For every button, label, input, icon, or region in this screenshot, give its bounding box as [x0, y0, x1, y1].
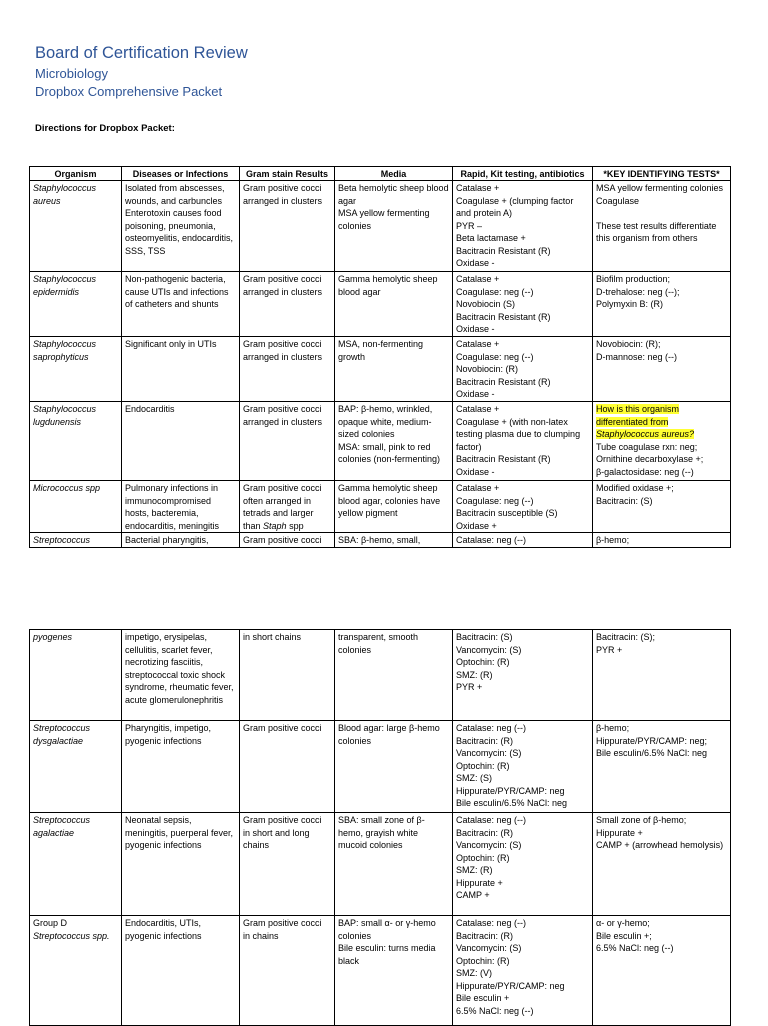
diseases-cell: Endocarditis, UTIs, pyogenic infections: [122, 916, 240, 1026]
key-test-line: Bacitracin: (S): [596, 495, 653, 506]
media-line: MSA yellow fermenting colonies: [338, 208, 430, 231]
table-row: [30, 630, 731, 721]
key-tests-cell: [593, 272, 731, 337]
key-test-line: Ornithine decarboxylase +;: [596, 454, 704, 464]
media-cell: [335, 916, 453, 1026]
highlighted-organism-name: Staphylococcus aureus?: [596, 429, 695, 439]
rapid-test-line: Optochin: (R): [456, 657, 510, 667]
rapid-test-line: Bacitracin: (R): [456, 827, 514, 838]
key-test-line: Novobiocin: (R);: [596, 339, 661, 349]
organism-cell: Streptococcus dysgalactiae: [30, 721, 122, 813]
document-subtitle-subject: Microbiology: [35, 66, 108, 81]
gram-stain-cell: Gram positive cocci arranged in clusters: [240, 272, 335, 337]
key-question: [596, 403, 727, 441]
rapid-test-line: Coagulase + (with non-latex testing plasma due to clumping factor): [456, 416, 581, 452]
rapid-test-line: Novobiocin (S): [456, 299, 516, 309]
rapid-tests-cell: [453, 813, 593, 916]
rapid-tests-cell: [453, 481, 593, 533]
rapid-test-line: Catalase +: [456, 483, 500, 493]
organism-genus: Streptococcus spp.: [33, 930, 110, 941]
table-row: [30, 402, 731, 481]
rapid-test-line: Optochin: (R): [456, 955, 510, 966]
gram-stain-cell: Gram positive cocci arranged in clusters: [240, 181, 335, 272]
rapid-test-line: Bacitracin: (R): [456, 735, 514, 746]
rapid-tests-cell: [453, 916, 593, 1026]
media-line: SBA: small zone of β-hemo, grayish white mucoid colonies: [338, 815, 425, 850]
rapid-tests-cell: [453, 721, 593, 813]
column-header-key-tests: *KEY IDENTIFYING TESTS*: [593, 167, 731, 181]
key-test-line: PYR +: [596, 644, 623, 655]
media-cell: [335, 721, 453, 813]
rapid-test-line: SMZ: (R): [456, 865, 493, 875]
rapid-test-line: Catalase +: [456, 274, 500, 284]
key-tests-cell: [593, 813, 731, 916]
media-line: Gamma hemolytic sheep blood agar: [338, 274, 438, 297]
table-header-row: [30, 167, 731, 181]
rapid-test-line: Catalase: neg (--): [456, 815, 527, 825]
organism-cell: Micrococcus spp: [30, 481, 122, 533]
key-test-line: β-galactosidase: neg (--): [596, 466, 694, 477]
key-tests-cell: β-hemo;: [593, 533, 731, 548]
rapid-test-line: Catalase: neg (--): [456, 918, 527, 928]
rapid-tests-cell: Catalase: neg (--): [453, 533, 593, 548]
rapid-test-line: Vancomycin: (S): [456, 748, 522, 758]
rapid-tests-cell: [453, 181, 593, 272]
key-test-line: Small zone of β-hemo;: [596, 815, 687, 825]
rapid-test-line: Bacitracin Resistant (R): [456, 454, 551, 464]
key-test-line: Bile esculin +;: [596, 930, 652, 941]
organism-table-page-1: [29, 166, 731, 548]
table-row: [30, 916, 731, 1026]
gram-stain-cell: Gram positive cocci arranged in clusters: [240, 337, 335, 402]
key-test-line: Tube coagulase rxn: neg;: [596, 441, 698, 452]
gram-stain-cell: Gram positive cocci: [240, 721, 335, 813]
media-cell: [335, 481, 453, 533]
diseases-cell: Pulmonary infections in immunocompromised hosts, bacteremia, endocarditis, meningitis: [122, 481, 240, 533]
gram-text-italic: Staph: [263, 520, 287, 531]
organism-table-page-2: [29, 629, 731, 1026]
organism-cell: [30, 916, 122, 1026]
key-test-spacer: [596, 207, 727, 220]
media-cell: [335, 181, 453, 272]
key-tests-cell: [593, 630, 731, 721]
media-line: Gamma hemolytic sheep blood agar, colonies have yellow pigment: [338, 483, 441, 518]
media-cell: [335, 813, 453, 916]
table-row: [30, 721, 731, 813]
organism-cell: Streptococcus: [30, 533, 122, 548]
table-row: [30, 337, 731, 402]
table-row: [30, 481, 731, 533]
rapid-test-line: PYR +: [456, 682, 483, 692]
key-tests-cell: [593, 721, 731, 813]
organism-cell: Staphylococcus saprophyticus: [30, 337, 122, 402]
document-subtitle-packet: Dropbox Comprehensive Packet: [35, 84, 223, 99]
rapid-test-line: Vancomycin: (S): [456, 644, 522, 655]
rapid-test-line: 6.5% NaCl: neg (--): [456, 1005, 534, 1016]
key-test-line: Hippurate +: [596, 827, 643, 838]
key-test-line: Modified oxidase +;: [596, 483, 674, 493]
diseases-cell: Significant only in UTIs: [122, 337, 240, 402]
key-test-line: Coagulase: [596, 195, 640, 206]
key-test-line: These test results differentiate this organism from others: [596, 220, 717, 243]
diseases-cell: Bacterial pharyngitis,: [122, 533, 240, 548]
key-test-line: Biofilm production;: [596, 274, 671, 284]
table-row: [30, 272, 731, 337]
rapid-test-line: Oxidase -: [456, 258, 495, 268]
gram-stain-cell: Gram positive cocci in short and long chains: [240, 813, 335, 916]
table-row: [30, 533, 731, 548]
column-header-rapid-tests: Rapid, Kit testing, antibiotics: [453, 167, 593, 181]
media-cell: [335, 337, 453, 402]
rapid-test-line: Oxidase -: [456, 466, 495, 477]
key-test-line: CAMP + (arrowhead hemolysis): [596, 840, 724, 850]
key-test-line: D-trehalose: neg (--);: [596, 286, 680, 297]
rapid-test-line: Vancomycin: (S): [456, 840, 522, 850]
media-line: Blood agar: large β-hemo colonies: [338, 723, 440, 746]
rapid-test-line: Oxidase -: [456, 324, 495, 334]
key-tests-cell: [593, 916, 731, 1026]
rapid-test-line: Catalase +: [456, 339, 500, 349]
rapid-test-line: SMZ: (R): [456, 669, 493, 680]
rapid-test-line: Bacitracin Resistant (R): [456, 311, 551, 322]
media-line: MSA, non-fermenting growth: [338, 339, 424, 362]
diseases-cell: Neonatal sepsis, meningitis, puerperal fever, pyogenic infections: [122, 813, 240, 916]
rapid-test-line: Optochin: (R): [456, 852, 510, 863]
rapid-test-line: Bacitracin: (R): [456, 930, 514, 941]
rapid-test-line: Coagulase: neg (--): [456, 286, 534, 297]
organism-cell: Staphylococcus epidermidis: [30, 272, 122, 337]
media-cell: [335, 630, 453, 721]
key-tests-cell: [593, 481, 731, 533]
organism-cell: Streptococcus agalactiae: [30, 813, 122, 916]
column-header-media: Media: [335, 167, 453, 181]
column-header-organism: Organism: [30, 167, 122, 181]
gram-text: Gram positive cocci often arranged in tetrads and larger than: [243, 483, 322, 531]
rapid-test-line: Optochin: (R): [456, 760, 510, 771]
media-cell: SBA: β-hemo, small,: [335, 533, 453, 548]
key-test-line: D-mannose: neg (--): [596, 351, 678, 362]
rapid-test-line: Coagulase: neg (--): [456, 351, 534, 362]
table-row: [30, 181, 731, 272]
rapid-tests-cell: [453, 337, 593, 402]
rapid-test-line: Coagulase + (clumping factor and protein A): [456, 195, 574, 218]
rapid-test-line: SMZ: (S): [456, 773, 492, 783]
diseases-cell: Isolated from abscesses, wounds, and carbuncles Enterotoxin causes food poisoning, pneumonia, osteomyelitis, endocarditis, SSS, TSS: [122, 181, 240, 272]
key-test-line: α- or γ-hemo;: [596, 918, 650, 928]
rapid-test-line: Hippurate +: [456, 877, 503, 888]
gram-text: spp: [286, 520, 304, 531]
diseases-cell: impetigo, erysipelas, cellulitis, scarlet fever, necrotizing fasciitis, streptococcal toxic shock syndrome, rheumatic fever, acute glomerulonephritis: [122, 630, 240, 721]
organism-group: Group D: [33, 918, 68, 928]
organism-cell: pyogenes: [30, 630, 122, 721]
rapid-test-line: Beta lactamase +: [456, 233, 526, 243]
organism-cell: Staphylococcus aureus: [30, 181, 122, 272]
document-title: Board of Certification Review: [35, 44, 248, 62]
media-line: Beta hemolytic sheep blood agar: [338, 183, 449, 206]
directions-heading: Directions for Dropbox Packet:: [35, 123, 175, 134]
rapid-test-line: Hippurate/PYR/CAMP: neg: [456, 980, 565, 991]
key-test-line: Polymyxin B: (R): [596, 299, 664, 309]
rapid-tests-cell: [453, 402, 593, 481]
rapid-test-line: CAMP +: [456, 890, 490, 900]
media-cell: [335, 402, 453, 481]
column-header-diseases: Diseases or Infections: [122, 167, 240, 181]
gram-stain-cell: Gram positive cocci: [240, 533, 335, 548]
key-test-line: β-hemo;: [596, 723, 630, 733]
rapid-test-line: Bile esculin +: [456, 993, 510, 1003]
key-test-line: Bacitracin: (S);: [596, 632, 656, 642]
rapid-test-line: PYR –: [456, 220, 483, 231]
rapid-test-line: Hippurate/PYR/CAMP: neg: [456, 785, 565, 796]
gram-stain-cell: in short chains: [240, 630, 335, 721]
gram-stain-cell: Gram positive cocci arranged in clusters: [240, 402, 335, 481]
key-tests-cell: [593, 337, 731, 402]
rapid-test-line: Novobiocin: (R): [456, 364, 519, 374]
rapid-test-line: Catalase: neg (--): [456, 723, 527, 733]
rapid-test-line: Vancomycin: (S): [456, 943, 522, 953]
key-test-line: Hippurate/PYR/CAMP: neg;: [596, 735, 708, 746]
column-header-gram-stain: Gram stain Results: [240, 167, 335, 181]
rapid-test-line: SMZ: (V): [456, 968, 492, 978]
media-line: transparent, smooth colonies: [338, 632, 419, 655]
key-test-line: Bile esculin/6.5% NaCl: neg: [596, 748, 708, 758]
media-line: MSA: small, pink to red colonies (non-fermenting): [338, 441, 441, 464]
rapid-tests-cell: [453, 272, 593, 337]
gram-stain-cell: Gram positive cocci in chains: [240, 916, 335, 1026]
rapid-test-line: Catalase +: [456, 183, 500, 193]
key-test-line: MSA yellow fermenting colonies: [596, 183, 724, 193]
diseases-cell: Pharyngitis, impetigo, pyogenic infections: [122, 721, 240, 813]
highlighted-question: How is this organism differentiated from: [596, 404, 680, 427]
diseases-cell: Non-pathogenic bacteria, cause UTIs and infections of catheters and shunts: [122, 272, 240, 337]
media-cell: [335, 272, 453, 337]
media-line: BAP: small α- or γ-hemo colonies: [338, 918, 436, 941]
rapid-test-line: Bacitracin Resistant (R): [456, 245, 551, 256]
media-line: BAP: β-hemo, wrinkled, opaque white, medium-sized colonies: [338, 404, 433, 439]
rapid-tests-cell: [453, 630, 593, 721]
rapid-test-line: Bacitracin: (S): [456, 632, 513, 642]
rapid-test-line: Oxidase +: [456, 520, 497, 531]
rapid-test-line: Bile esculin/6.5% NaCl: neg: [456, 798, 568, 808]
rapid-test-line: Bacitracin susceptible (S): [456, 508, 558, 518]
table-row: [30, 813, 731, 916]
organism-cell: Staphylococcus lugdunensis: [30, 402, 122, 481]
media-line: Bile esculin: turns media black: [338, 943, 436, 966]
diseases-cell: Endocarditis: [122, 402, 240, 481]
key-tests-cell: [593, 402, 731, 481]
rapid-test-line: Coagulase: neg (--): [456, 495, 534, 506]
rapid-test-line: Oxidase -: [456, 389, 495, 399]
rapid-test-line: Bacitracin Resistant (R): [456, 376, 551, 387]
key-tests-cell: [593, 181, 731, 272]
gram-stain-cell: [240, 481, 335, 533]
key-test-line: 6.5% NaCl: neg (--): [596, 943, 674, 953]
rapid-test-line: Catalase +: [456, 404, 500, 414]
